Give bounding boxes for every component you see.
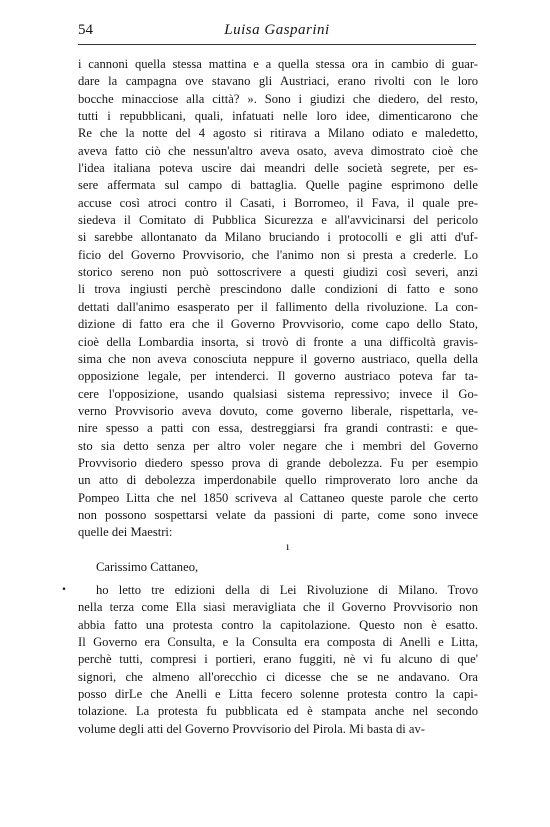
text-line: accuse così atroci contro il Casati, i Borromeo, il Fava, il quale pre- <box>78 195 478 210</box>
text-line: Il Governo era Consulta, e la Consulta era composta di Anelli e Litta, <box>78 635 478 649</box>
text-line: Provvisorio diedero spesso prova di grande debolezza. Fu per esempio <box>78 455 478 470</box>
letter-salutation: Carissimo Cattaneo, <box>96 559 199 574</box>
text-line: i cannoni quella stessa mattina e a quella stessa ora in cambio di guar- <box>78 57 478 71</box>
text-line: non possono sospettarsi velate da passioni di parte, come sono invece <box>78 507 478 522</box>
text-line: signori, che almeno all'orecchio ci dicesse che se ne andavano. Ora <box>78 669 478 684</box>
text-line: un atto di debolezza imperdonabile quello rimproverato loro anche da <box>78 473 478 488</box>
text-line: tolazione. La protesta fu pubblicata ed è stampata anche nel secondo <box>78 704 478 719</box>
text-line: Pompeo Litta che nel 1850 scriveva al Cattaneo queste parole che certo <box>78 490 478 505</box>
text-line: tutti i repubblicani, quali, infatuati nelle loro idee, dimenticarono che <box>78 109 478 124</box>
spacer <box>78 542 478 559</box>
text-line: nire spesso a patti con essa, destreggiarsi fra grandi contrasti: e que- <box>78 421 478 436</box>
text-line: Re che la notte del 4 agosto si ritirava a Milano odiato e maledetto, <box>78 126 478 141</box>
text-line: l'idea italiana poteva uscire dai meandri delle società segrete, per es- <box>78 161 478 176</box>
text-line: sto sia detto senza per altro voler negare che i membri del Governo <box>78 438 478 453</box>
text-line: sere affermata sul campo di battaglia. Quelle pagine esprimono delle <box>78 178 478 193</box>
text-line: posso dirLe che Anelli e Litta fecero solenne protesta contro la capi- <box>78 687 478 702</box>
margin-mark: ı <box>286 539 290 553</box>
text-line: cere l'opposizione, usando qualsiasi sistema repressivo; invece il Go- <box>78 386 478 401</box>
text-line: dare la campagna ove stavano gli Austriaci, erano rivolti con le loro <box>78 74 478 89</box>
body-text <box>78 56 478 738</box>
text-line: dettati dall'animo esasperato per il fallimento della rivoluzione. La con- <box>78 299 478 314</box>
text-line: quelle dei Maestri: <box>78 525 173 540</box>
header-rule <box>78 44 476 45</box>
running-title: Luisa Gasparini <box>224 22 330 38</box>
text-line: storico sereno non può sottoscrivere a questi giudizi così severi, anzi <box>78 265 478 280</box>
text-line: ficio del Governo Provvisorio, che l'animo non si presta a crederle. Lo <box>78 247 478 262</box>
page-header <box>78 22 476 42</box>
text-line: siedeva il Comitato di Pubblica Sicurezza e all'avvicinarsi del pericolo <box>78 213 478 228</box>
text-line: si sarebbe allontanato da Milano bruciando i protocolli e gli atti d'uf- <box>78 230 478 245</box>
text-line: volume degli atti del Governo Provvisorio del Pirola. Mi basta di av- <box>78 721 425 736</box>
text-line: verno Provvisorio aveva dovuto, come governo liberale, rispettarla, ve- <box>78 403 478 418</box>
text-line: bocche minacciose alla città? ». Sono i giudizi che diedero, del resto, <box>78 91 478 106</box>
text-line: nella terza come Ella siasi meravigliata che il Governo Provvisorio non <box>78 600 478 615</box>
text-line: aveva fatto ciò che nessun'altro aveva osato, aveva dimostrato cioè che <box>78 143 478 158</box>
page-number: 54 <box>78 22 93 38</box>
text-line: dizione di fatto era che il Governo Provvisorio, come capo dello Stato, <box>78 317 478 332</box>
text-line: cioè della Lombardia insorta, si trovò di fronte a una difficoltà gravis- <box>78 334 478 349</box>
text-line: ho letto tre edizioni della di Lei Rivoluzione di Milano. Trovo <box>96 582 478 597</box>
text-line: li trova ingiusti perchè prescindono dalle condizioni di fatto e sono <box>78 282 478 297</box>
text-line: abbia fatto una protesta contro la capitolazione. Questo non è esatto. <box>78 617 478 632</box>
text-line: perchè tutti, compresi i portieri, erano fuggiti, nè vi fu alcuno di que' <box>78 652 478 667</box>
main-paragraph <box>78 56 478 542</box>
letter-paragraph <box>78 582 478 738</box>
text-line: sima che non aveva conosciuta neppure il governo austriaco, quella della <box>78 351 478 366</box>
margin-mark: . <box>62 577 66 594</box>
text-line: opposizione legale, per intenderci. Il governo austriaco poteva far ta- <box>78 369 478 384</box>
